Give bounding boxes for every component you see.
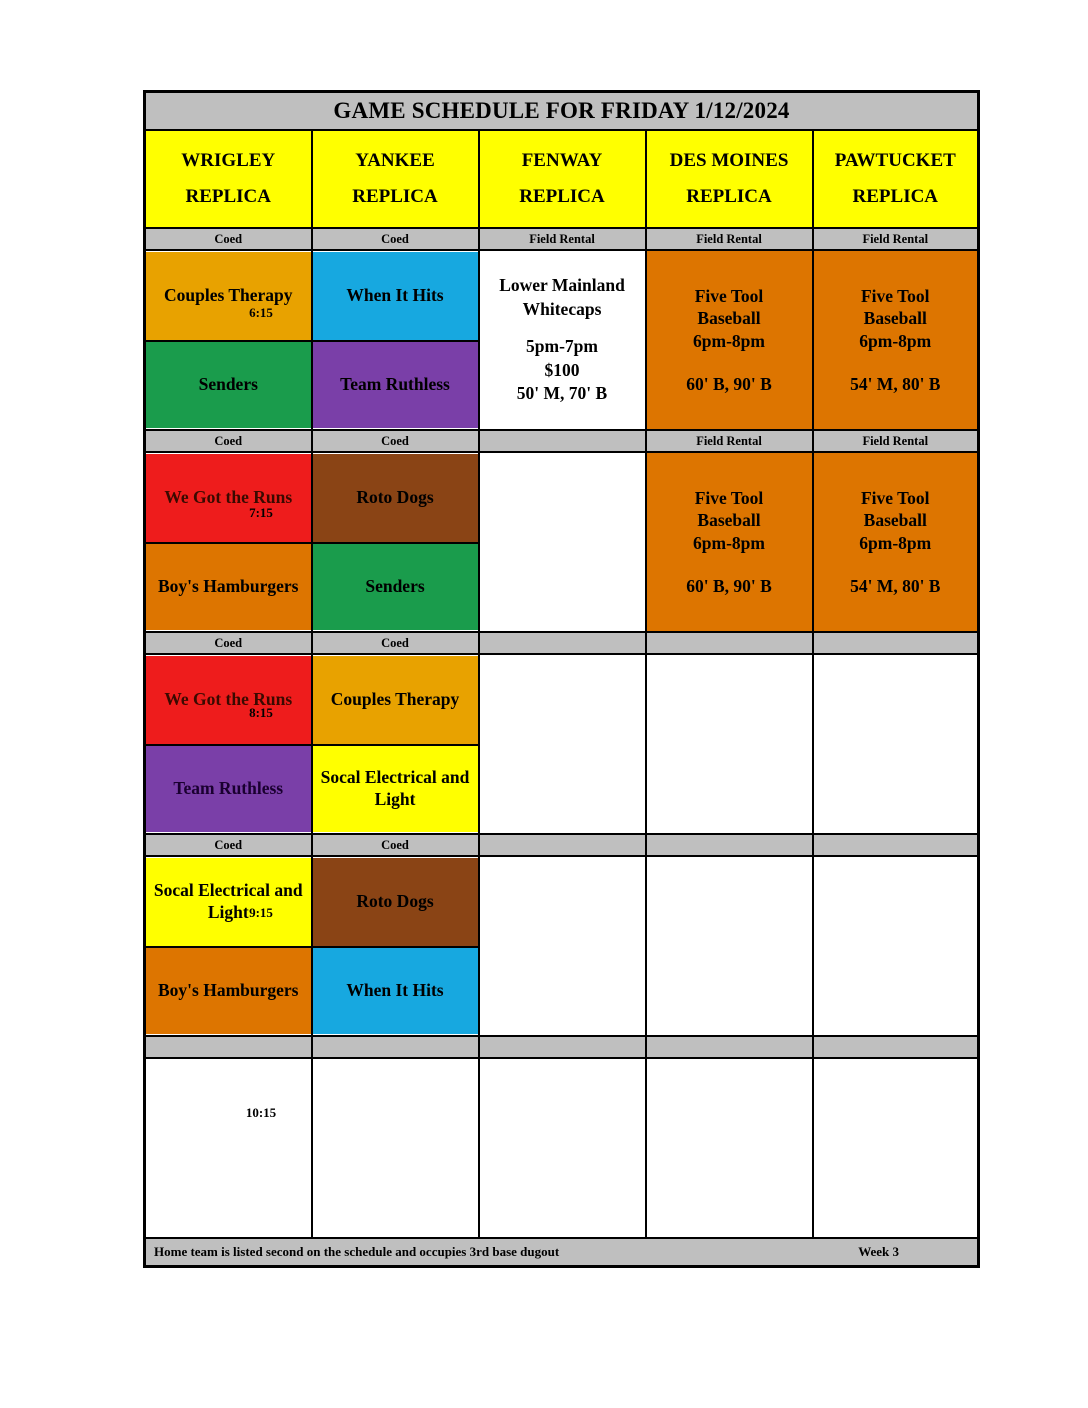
footer-row xyxy=(145,1238,979,1267)
game-cell[interactable] xyxy=(145,250,312,430)
field-header-des-moines xyxy=(646,130,813,228)
empty-slot xyxy=(480,453,645,631)
team-away xyxy=(146,252,311,340)
label-row-915 xyxy=(145,834,979,856)
empty-slot xyxy=(814,857,978,1035)
slot-label xyxy=(646,834,813,856)
slot-label: Coed xyxy=(312,228,479,250)
team-name: We Got the Runs xyxy=(164,487,293,508)
slot-label: Coed xyxy=(145,228,312,250)
rental-line: Whitecaps xyxy=(522,298,602,319)
field-sub: REPLICA xyxy=(519,186,605,207)
slot-label: Coed xyxy=(145,632,312,654)
rental-line: 5pm-7pm xyxy=(526,336,598,357)
label-row-815 xyxy=(145,632,979,654)
empty-slot xyxy=(480,1059,645,1237)
field-name: FENWAY xyxy=(521,149,603,171)
team-name: Senders xyxy=(365,576,425,597)
footer-cell xyxy=(145,1238,979,1267)
footer-week: Week 3 xyxy=(858,1244,900,1259)
empty-cell-fenway[interactable] xyxy=(479,856,646,1036)
slot-label: Field Rental xyxy=(813,228,979,250)
team-name: Team Ruthless xyxy=(340,374,450,395)
empty-cell-pawtucket[interactable] xyxy=(813,1058,979,1238)
field-name: WRIGLEY xyxy=(181,149,276,171)
slot-label xyxy=(646,632,813,654)
team-name: Roto Dogs xyxy=(356,891,434,912)
team-name: Team Ruthless xyxy=(173,778,284,799)
slot-label xyxy=(813,632,979,654)
title-row xyxy=(145,92,979,131)
rental-line: 54' M, 80' B xyxy=(850,373,941,394)
team-home xyxy=(313,946,478,1034)
team-home xyxy=(313,340,478,428)
empty-cell-fenway[interactable] xyxy=(479,1058,646,1238)
team-away xyxy=(146,454,311,542)
team-away xyxy=(313,656,478,744)
field-header-pawtucket xyxy=(813,130,979,228)
field-header-wrigley xyxy=(145,130,312,228)
label-row-615 xyxy=(145,228,979,250)
rental-line: 6pm-8pm xyxy=(693,331,765,351)
slot-label xyxy=(646,1036,813,1058)
rental-line: Baseball xyxy=(697,308,761,329)
empty-cell-des-moines[interactable] xyxy=(646,654,813,834)
rental-line: 54' M, 80' B xyxy=(850,575,941,596)
footer-note: Home team is listed second on the schedule and occupies 3rd base dugout xyxy=(154,1244,560,1259)
rental-info xyxy=(647,453,812,631)
rental-line: Baseball xyxy=(697,510,761,531)
slot-label xyxy=(479,1036,646,1058)
field-header-yankee xyxy=(312,130,479,228)
rental-line: Five Tool xyxy=(860,285,930,306)
rental-cell-pawtucket[interactable] xyxy=(813,250,979,430)
field-sub: REPLICA xyxy=(352,186,438,207)
game-row-715 xyxy=(145,452,979,632)
rental-line: $100 xyxy=(544,359,580,380)
schedule-table xyxy=(143,90,980,1268)
slot-label xyxy=(145,1036,312,1058)
empty-slot xyxy=(146,1059,311,1237)
field-sub: REPLICA xyxy=(686,186,772,207)
rental-cell-fenway[interactable] xyxy=(479,250,646,430)
team-name: Boy's Hamburgers xyxy=(158,576,299,597)
field-sub: REPLICA xyxy=(852,186,939,207)
team-away xyxy=(313,858,478,946)
slot-label: Coed xyxy=(312,632,479,654)
field-sub: REPLICA xyxy=(185,186,271,207)
team-home xyxy=(146,946,311,1034)
empty-slot xyxy=(480,857,645,1035)
team-home xyxy=(146,744,311,832)
rental-cell-pawtucket[interactable] xyxy=(813,452,979,632)
rental-info xyxy=(647,251,812,429)
time-label-715: 7:15 xyxy=(249,505,273,520)
team-home xyxy=(146,340,311,428)
empty-cell-fenway[interactable] xyxy=(479,654,646,834)
team-name: Socal Electrical and Light xyxy=(320,767,470,809)
slot-label xyxy=(813,834,979,856)
slot-label xyxy=(479,632,646,654)
slot-label xyxy=(312,1036,479,1058)
empty-slot xyxy=(480,655,645,833)
game-row-1015 xyxy=(145,1058,979,1238)
slot-label: Coed xyxy=(312,430,479,452)
game-cell[interactable] xyxy=(145,654,312,834)
game-row-815 xyxy=(145,654,979,834)
team-home xyxy=(313,744,478,832)
field-name: YANKEE xyxy=(355,149,435,171)
game-cell[interactable] xyxy=(312,856,479,1036)
rental-line: Baseball xyxy=(863,510,927,531)
rental-line: 6pm-8pm xyxy=(859,331,932,351)
rental-line: 60' B, 90' B xyxy=(686,373,772,394)
empty-slot xyxy=(647,1059,812,1237)
field-header-fenway xyxy=(479,130,646,228)
rental-line: 6pm-8pm xyxy=(693,533,765,553)
time-label-815: 8:15 xyxy=(249,705,273,720)
empty-slot xyxy=(313,1059,478,1237)
team-home xyxy=(146,542,311,630)
rental-line: 60' B, 90' B xyxy=(686,575,772,596)
page-title: GAME SCHEDULE FOR FRIDAY 1/12/2024 xyxy=(145,92,979,131)
empty-cell-wrigley[interactable] xyxy=(145,1058,312,1238)
rental-cell-des-moines[interactable] xyxy=(646,452,813,632)
empty-slot xyxy=(814,1059,978,1237)
team-name: Senders xyxy=(198,374,258,395)
team-name: When It Hits xyxy=(346,285,444,306)
empty-cell-pawtucket[interactable] xyxy=(813,856,979,1036)
team-away xyxy=(146,656,311,744)
team-name: Couples Therapy xyxy=(330,689,460,710)
empty-cell-des-moines[interactable] xyxy=(646,1058,813,1238)
team-name: Couples Therapy xyxy=(163,285,293,306)
slot-label: Coed xyxy=(312,834,479,856)
slot-label: Field Rental xyxy=(646,430,813,452)
rental-line: 50' M, 70' B xyxy=(516,383,608,404)
team-name: We Got the Runs xyxy=(164,689,293,710)
empty-cell-des-moines[interactable] xyxy=(646,856,813,1036)
empty-slot xyxy=(814,655,978,833)
rental-line: Baseball xyxy=(863,308,927,329)
slot-label xyxy=(813,1036,979,1058)
slot-label xyxy=(479,430,646,452)
label-row-1015 xyxy=(145,1036,979,1058)
time-label-615: 6:15 xyxy=(249,305,273,320)
slot-label: Field Rental xyxy=(479,228,646,250)
slot-label: Field Rental xyxy=(646,228,813,250)
team-name: Boy's Hamburgers xyxy=(158,980,299,1001)
rental-line: 6pm-8pm xyxy=(859,533,932,553)
field-name: PAWTUCKET xyxy=(834,149,956,171)
slot-label: Coed xyxy=(145,430,312,452)
team-name: Socal Electrical and Light xyxy=(153,880,303,922)
team-away xyxy=(146,858,311,946)
rental-info xyxy=(480,251,645,429)
game-row-915 xyxy=(145,856,979,1036)
rental-line: Five Tool xyxy=(694,285,764,306)
empty-cell-yankee[interactable] xyxy=(312,1058,479,1238)
field-name: DES MOINES xyxy=(669,149,789,171)
time-label-915: 9:15 xyxy=(249,905,273,920)
empty-slot xyxy=(647,857,812,1035)
team-home xyxy=(313,542,478,630)
field-header-row xyxy=(145,130,979,228)
empty-cell-pawtucket[interactable] xyxy=(813,654,979,834)
game-cell[interactable] xyxy=(312,654,479,834)
team-away xyxy=(313,252,478,340)
slot-label: Field Rental xyxy=(813,430,979,452)
time-label-1015: 10:15 xyxy=(245,1105,277,1120)
rental-info xyxy=(814,453,978,631)
rental-line: Five Tool xyxy=(694,487,764,508)
schedule-body xyxy=(145,92,979,1267)
rental-line: Five Tool xyxy=(860,487,930,508)
rental-line: Lower Mainland xyxy=(499,274,625,295)
game-cell[interactable] xyxy=(145,452,312,632)
game-cell[interactable] xyxy=(312,452,479,632)
schedule-sheet xyxy=(143,90,977,1268)
game-cell[interactable] xyxy=(145,856,312,1036)
team-name: When It Hits xyxy=(346,980,444,1001)
rental-cell-des-moines[interactable] xyxy=(646,250,813,430)
team-away xyxy=(313,454,478,542)
label-row-715 xyxy=(145,430,979,452)
rental-info xyxy=(814,251,978,429)
slot-label xyxy=(479,834,646,856)
slot-label: Coed xyxy=(145,834,312,856)
team-name: Roto Dogs xyxy=(356,487,434,508)
game-cell[interactable] xyxy=(312,250,479,430)
game-row-615 xyxy=(145,250,979,430)
empty-cell-fenway[interactable] xyxy=(479,452,646,632)
empty-slot xyxy=(647,655,812,833)
